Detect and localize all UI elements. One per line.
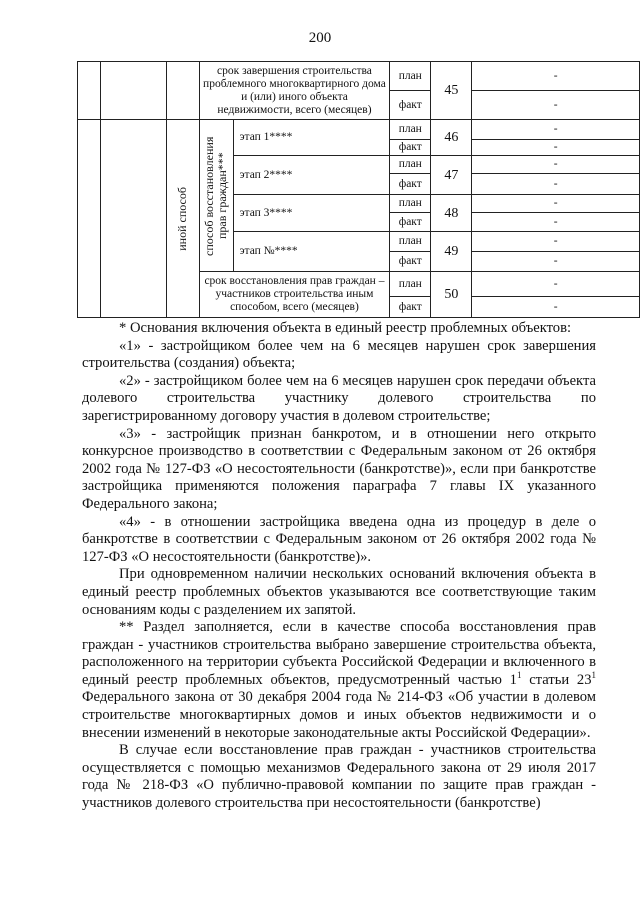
- footnote-double-star-a: ** Раздел заполняется, если в качестве способа восстановления прав граждан - участников строительства выбрано завершение строительства объекта, расположенного на территории субъекта Российской Федерации и включенного в единый реестр проблемных объектов, предусмотренный частью 1: [82, 619, 596, 688]
- footnotes-block: [82, 320, 596, 813]
- stage-1-num: 46: [431, 120, 472, 156]
- fact-label: факт: [390, 297, 431, 318]
- fact-label: факт: [390, 91, 431, 120]
- superscript: 1: [591, 670, 596, 681]
- value-cell: -: [472, 213, 640, 232]
- plan-label: план: [390, 156, 431, 174]
- stage-3-num: 48: [431, 195, 472, 232]
- value-cell: -: [472, 91, 640, 120]
- empty-cell: [101, 120, 166, 318]
- footnote-code-4: «4» - в отношении застройщика введена одна из процедур в деле о банкротстве в соответствии с Федеральным законом от 26 октября 2002 года № 127-ФЗ «О несостоятельности (банкротстве)».: [82, 513, 596, 565]
- group-other-label: иной способ: [175, 186, 190, 251]
- footnote-star-title: * Основания включения объекта в единый реестр проблемных объектов:: [119, 320, 572, 336]
- superscript: 1: [516, 670, 522, 681]
- plan-label: план: [390, 195, 431, 213]
- footnote-double-star-c: Федерального закона от 30 декабря 2004 года № 214-ФЗ «Об участии в долевом строительстве многоквартирных домов и иных объектов недвижимости и о внесении изменений в некоторые законодательные акты Российской Федерации».: [82, 689, 596, 741]
- footnote-double-star: [82, 619, 596, 742]
- value-cell: -: [472, 195, 640, 213]
- stage-n-label: этап №****: [233, 232, 390, 272]
- fact-label: факт: [390, 252, 431, 272]
- value-cell: -: [472, 297, 640, 318]
- plan-label: план: [390, 232, 431, 252]
- plan-label: план: [390, 272, 431, 297]
- group-other-cell: [166, 120, 199, 318]
- value-cell: -: [472, 156, 640, 174]
- empty-cell: [101, 62, 166, 120]
- stage-3-label: этап 3****: [233, 195, 390, 232]
- page-number: 200: [308, 30, 332, 46]
- value-cell: -: [472, 120, 640, 140]
- row50-num: 50: [431, 272, 472, 318]
- value-cell: -: [472, 140, 640, 156]
- empty-cell: [78, 62, 101, 120]
- stage-n-num: 49: [431, 232, 472, 272]
- footnote-double-star-b: статьи 23: [521, 671, 592, 688]
- stage-1-label: этап 1****: [233, 120, 390, 156]
- row50-label: срок восстановления прав граждан – участников строительства иным способом, всего (месяцев): [199, 272, 389, 318]
- fact-label: факт: [390, 140, 431, 156]
- empty-cell: [166, 62, 199, 120]
- footnote-multiple-codes: При одновременном наличии нескольких оснований включения объекта в единый реестр проблемных объектов указываются все соответствующие таким основаниям коды с разделением их запятой.: [82, 566, 596, 618]
- value-cell: -: [472, 174, 640, 195]
- plan-label: план: [390, 120, 431, 140]
- fact-label: факт: [390, 174, 431, 195]
- fact-label: факт: [390, 213, 431, 232]
- value-cell: -: [472, 252, 640, 272]
- plan-label: план: [390, 62, 431, 91]
- footnote-218fz: В случае если восстановление прав граждан - участников строительства осуществляется с помощью механизмов Федерального закона от 29 июля 2017 года № 218-ФЗ «О публично-правовой компании по защите прав граждан - участников долевого строительства при несостоятельности (банкротстве): [82, 742, 596, 812]
- group-restore-cell: [199, 120, 233, 272]
- footnote-code-1: «1» - застройщиком более чем на 6 месяцев нарушен срок завершения строительства (создания) объекта;: [82, 337, 596, 372]
- value-cell: -: [472, 62, 640, 91]
- stage-2-label: этап 2****: [233, 156, 390, 195]
- footnote-code-3: «3» - застройщик признан банкротом, и в отношении него открыто конкурсное производство в соответствии с Федеральным законом от 26 октября 2002 года № 127-ФЗ «О несостоятельности (банкротстве)», если при банкротстве застройщика применяются положения параграфа 7 главы IX указанного Федерального закона;: [82, 425, 596, 512]
- value-cell: -: [472, 272, 640, 297]
- row45-num: 45: [431, 62, 472, 120]
- register-table: [77, 61, 640, 318]
- footnote-code-2: «2» - застройщиком более чем на 6 месяцев нарушен срок передачи объекта долевого строительства участнику долевого строительства по зарегистрированному договору участия в долевом строительстве;: [82, 372, 596, 424]
- row45-label: срок завершения строительства проблемного многоквартирного дома и (или) иного объекта недвижимости, всего (месяцев): [199, 62, 389, 120]
- stage-2-num: 47: [431, 156, 472, 195]
- value-cell: -: [472, 232, 640, 252]
- group-restore-label: способ восстановления прав граждан***: [202, 135, 230, 256]
- empty-cell: [78, 120, 101, 318]
